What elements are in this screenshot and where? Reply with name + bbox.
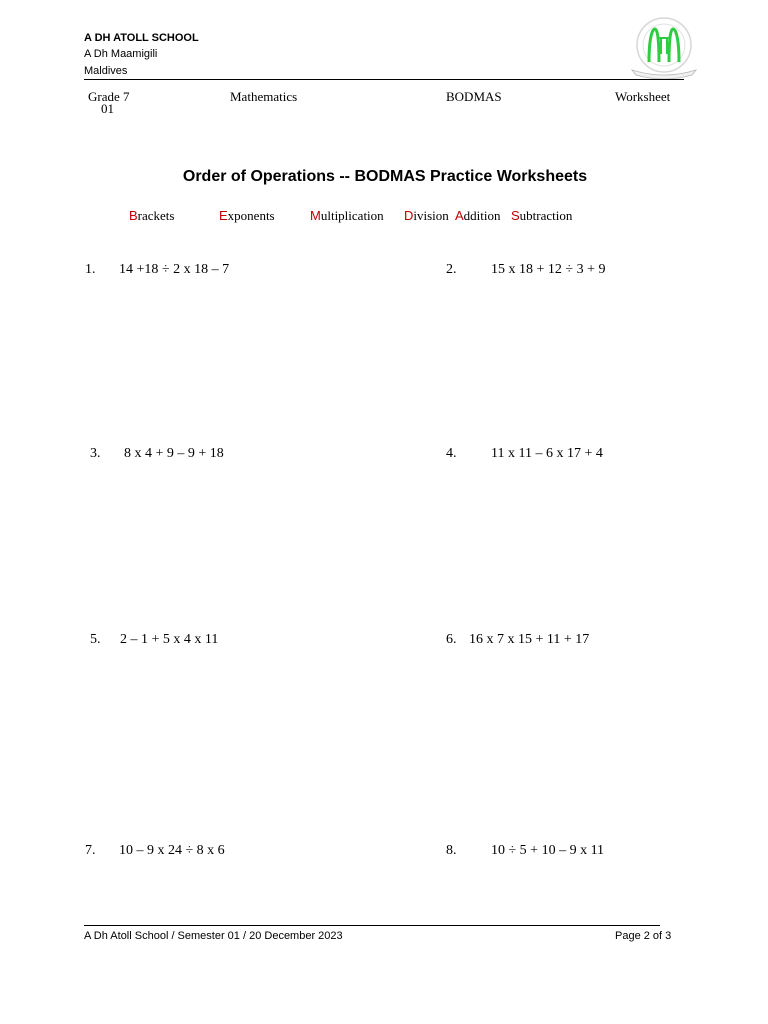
- footer-divider: [84, 925, 660, 926]
- topic-label: BODMAS: [446, 89, 502, 104]
- bodmas-letter: D: [404, 208, 414, 223]
- school-logo: [630, 14, 698, 80]
- question-expression: 14 +18 ÷ 2 x 18 – 7: [119, 262, 230, 277]
- bodmas-exponents: [219, 208, 275, 224]
- school-name: A DH ATOLL SCHOOL: [84, 32, 199, 44]
- question-number: 7.: [85, 843, 96, 858]
- question-expression: 10 ÷ 5 + 10 – 9 x 11: [491, 843, 605, 858]
- bodmas-subtraction: [511, 208, 572, 224]
- bodmas-word: ddition: [463, 208, 501, 223]
- footer-left-text: A Dh Atoll School / Semester 01 / 20 December 2023: [84, 930, 343, 942]
- question-expression: 10 – 9 x 24 ÷ 8 x 6: [119, 843, 225, 858]
- header-divider: [84, 79, 684, 80]
- bodmas-word: rackets: [137, 208, 175, 223]
- subject-label: Mathematics: [230, 89, 298, 104]
- page-title: Order of Operations -- BODMAS Practice Worksheets: [182, 168, 588, 185]
- school-address-line1: A Dh Maamigili: [84, 48, 158, 60]
- school-address-line2: Maldives: [84, 65, 128, 77]
- bodmas-word: xponents: [227, 208, 275, 223]
- school-logo-icon: [630, 14, 698, 80]
- question-number: 2.: [446, 262, 457, 277]
- bodmas-letter: M: [310, 208, 321, 223]
- bodmas-brackets: [129, 208, 174, 224]
- page-number: Page 2 of 3: [615, 930, 672, 942]
- bodmas-division: [404, 208, 449, 224]
- question-number: 6.: [446, 632, 457, 647]
- doc-type-label: Worksheet: [615, 89, 671, 104]
- question-number: 3.: [90, 446, 101, 461]
- bodmas-letter: B: [129, 208, 138, 223]
- question-number: 4.: [446, 446, 457, 461]
- question-number: 8.: [446, 843, 457, 858]
- grade-label: Grade 7: [88, 89, 130, 104]
- question-expression: 15 x 18 + 12 ÷ 3 + 9: [491, 262, 606, 277]
- question-expression: 16 x 7 x 15 + 11 + 17: [469, 632, 590, 647]
- bodmas-letter: E: [219, 208, 228, 223]
- question-number: 5.: [90, 632, 101, 647]
- bodmas-word: ultiplication: [320, 208, 384, 223]
- question-expression: 11 x 11 – 6 x 17 + 4: [491, 446, 603, 461]
- bodmas-letter: A: [455, 208, 464, 223]
- question-number: 1.: [85, 262, 96, 277]
- question-expression: 2 – 1 + 5 x 4 x 11: [120, 632, 219, 647]
- bodmas-word: ivision: [413, 208, 449, 223]
- question-expression: 8 x 4 + 9 – 9 + 18: [124, 446, 224, 461]
- bodmas-letter: S: [511, 208, 520, 223]
- grade-sub-label: 01: [101, 101, 114, 116]
- bodmas-word: ubtraction: [519, 208, 573, 223]
- bodmas-multiplication: [310, 208, 384, 224]
- bodmas-addition: [455, 208, 501, 224]
